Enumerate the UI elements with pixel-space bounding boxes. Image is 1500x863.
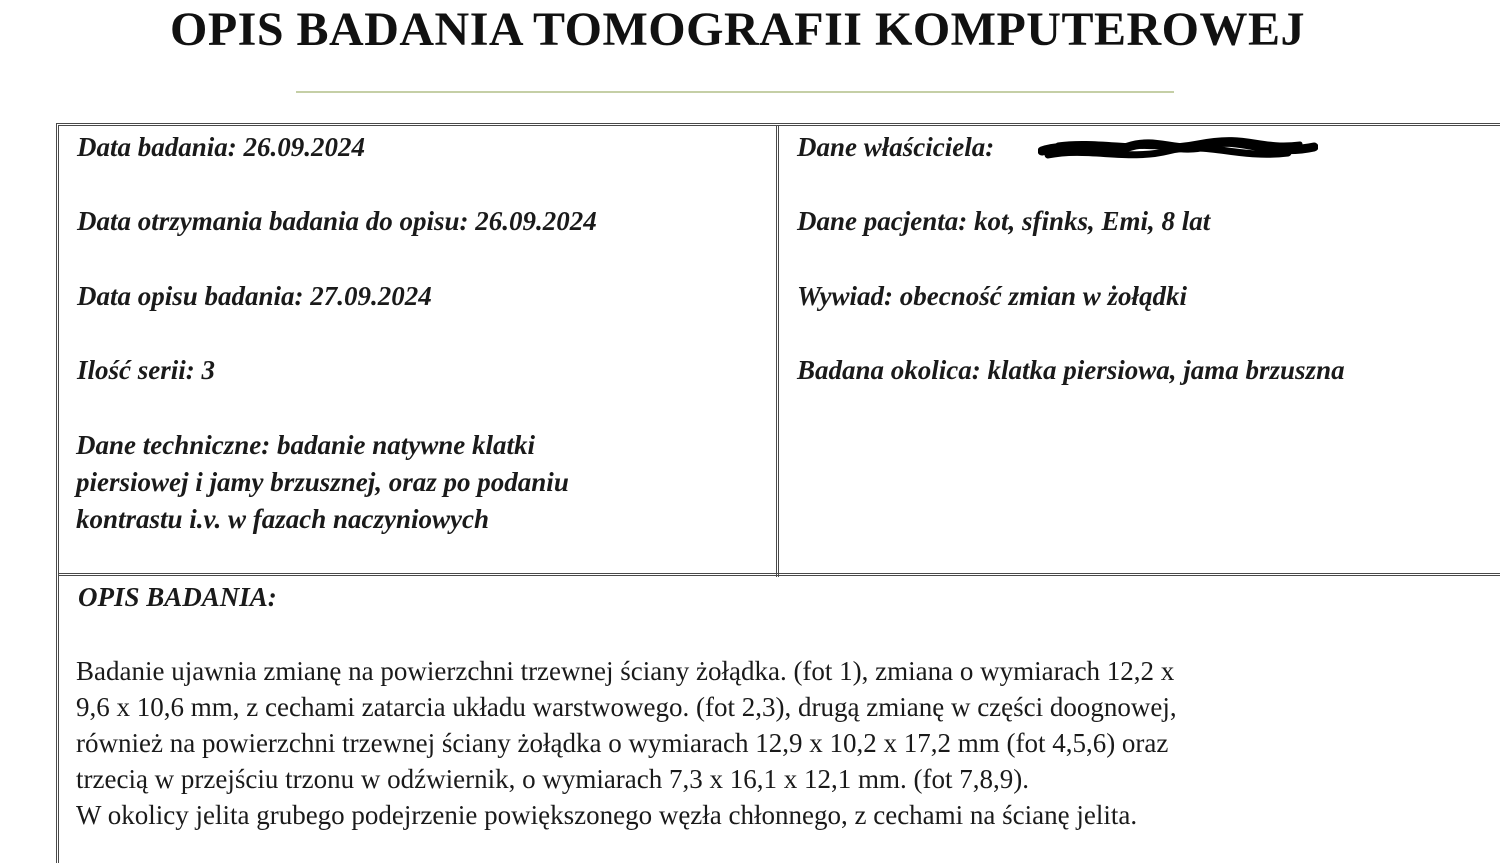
technical-data [76, 427, 569, 538]
received-date: Data otrzymania badania do opisu: 26.09.2024 [77, 206, 597, 236]
owner-data: Dane właściciela: [797, 132, 995, 162]
column-divider [776, 126, 779, 577]
technical-line: Dane techniczne: badanie natywne klatki [76, 430, 535, 460]
series-count: Ilość serii: 3 [77, 355, 215, 385]
description-body [76, 653, 1491, 833]
redaction-mark [1038, 135, 1318, 165]
description-line: W okolicy jelita grubego podejrzenie powiększonego węzła chłonnego, z cechami na ścianę jelita. [76, 800, 1138, 830]
description-line: 9,6 x 10,6 mm, z cechami zatarcia układu warstwowego. (fot 2,3), drugą zmianę w części doognowej, [76, 692, 1177, 722]
exam-date: Data badania: 26.09.2024 [77, 132, 366, 162]
description-heading: OPIS BADANIA: [78, 582, 277, 612]
row-divider [59, 573, 1500, 576]
description-line: również na powierzchni trzewnej ściany żołądka o wymiarach 12,9 x 10,2 x 17,2 mm (fot 4,5,6) oraz [76, 728, 1169, 758]
technical-line: kontrastu i.v. w fazach naczyniowych [76, 504, 490, 534]
technical-line: piersiowej i jamy brzusznej, oraz po podaniu [76, 467, 569, 497]
patient-data: Dane pacjenta: kot, sfinks, Emi, 8 lat [797, 206, 1211, 236]
title-underline [296, 91, 1174, 93]
description-date: Data opisu badania: 27.09.2024 [77, 281, 432, 311]
examined-area: Badana okolica: klatka piersiowa, jama brzuszna [797, 355, 1345, 385]
document-title: OPIS BADANIA TOMOGRAFII KOMPUTEROWEJ [169, 3, 1305, 56]
description-line: trzecią w przejściu trzonu w odźwiernik, o wymiarach 7,3 x 16,1 x 12,1 mm. (fot 7,8,9). [76, 764, 1029, 794]
history: Wywiad: obecność zmian w żołądki [797, 281, 1188, 311]
description-line: Badanie ujawnia zmianę na powierzchni trzewnej ściany żołądka. (fot 1), zmiana o wymiarach 12,2 x [76, 656, 1175, 686]
